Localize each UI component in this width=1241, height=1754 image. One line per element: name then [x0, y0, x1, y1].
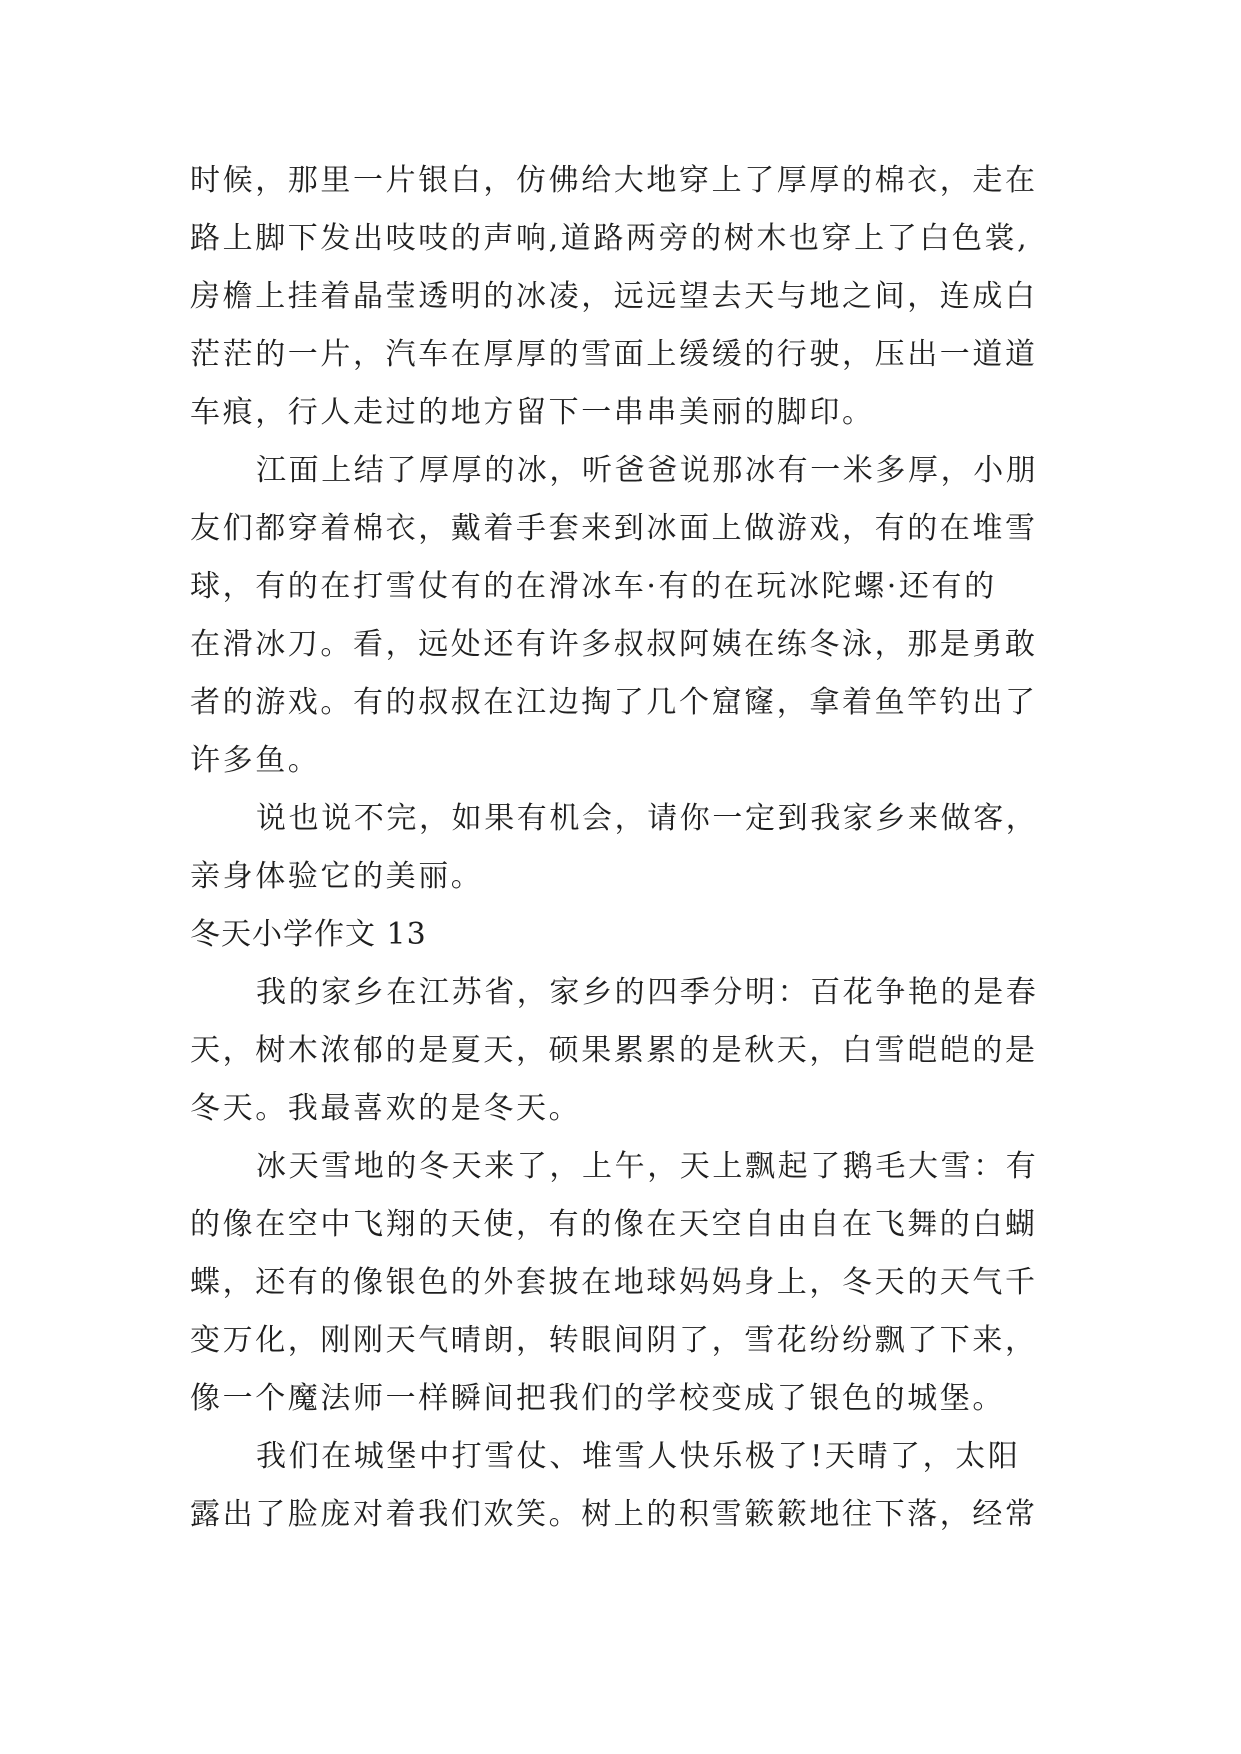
- text-line: 友们都穿着棉衣，戴着手套来到冰面上做游戏，有的在堆雪: [190, 511, 1038, 546]
- text-line: 亲身体验它的美丽。: [190, 859, 484, 894]
- text-line: 的像在空中飞翔的天使，有的像在天空自由自在飞舞的白蝴: [190, 1207, 1038, 1242]
- paragraph-start-line: 说也说不完，如果有机会，请你一定到我家乡来做客，: [256, 801, 1039, 836]
- text-line: 时候，那里一片银白，仿佛给大地穿上了厚厚的棉衣，走在: [190, 163, 1038, 198]
- text-line: 茫茫的一片，汽车在厚厚的雪面上缓缓的行驶，压出一道道: [190, 337, 1038, 372]
- text-line: 变万化，刚刚天气晴朗，转眼间阴了，雪花纷纷飘了下来，: [190, 1323, 1038, 1358]
- text-line: 许多鱼。: [190, 743, 321, 778]
- paragraph-start-line: 我的家乡在江苏省，家乡的四季分明：百花争艳的是春: [256, 975, 1039, 1010]
- text-line: 路上脚下发出吱吱的声响,道路两旁的树木也穿上了白色裳,: [190, 221, 1030, 256]
- text-line: 冬天。我最喜欢的是冬天。: [190, 1091, 582, 1126]
- text-line: 在滑冰刀。看，远处还有许多叔叔阿姨在练冬泳，那是勇敢: [190, 627, 1038, 662]
- paragraph-start-line: 江面上结了厚厚的冰，听爸爸说那冰有一米多厚，小朋: [256, 453, 1039, 488]
- text-line: 像一个魔法师一样瞬间把我们的学校变成了银色的城堡。: [190, 1381, 1005, 1416]
- text-line: 天，树木浓郁的是夏天，硕果累累的是秋天，白雪皑皑的是: [190, 1033, 1038, 1068]
- document-body: [190, 152, 1090, 1544]
- text-line: 者的游戏。有的叔叔在江边掏了几个窟窿，拿着鱼竿钓出了: [190, 685, 1038, 720]
- text-line: 球，有的在打雪仗有的在滑冰车·有的在玩冰陀螺·还有的: [190, 569, 997, 604]
- text-line: 房檐上挂着晶莹透明的冰凌，远远望去天与地之间，连成白: [190, 279, 1038, 314]
- text-line: 蝶，还有的像银色的外套披在地球妈妈身上，冬天的天气千: [190, 1265, 1038, 1300]
- text-line: 车痕，行人走过的地方留下一串串美丽的脚印。: [190, 395, 875, 430]
- text-line: 露出了脸庞对着我们欢笑。树上的积雪簌簌地往下落，经常: [190, 1497, 1038, 1532]
- paragraph-start-line: 冰天雪地的冬天来了，上午，天上飘起了鹅毛大雪：有: [256, 1149, 1039, 1184]
- paragraph-start-line: 我们在城堡中打雪仗、堆雪人快乐极了!天晴了，太阳: [256, 1439, 1021, 1474]
- section-heading: 冬天小学作文 13: [190, 917, 427, 952]
